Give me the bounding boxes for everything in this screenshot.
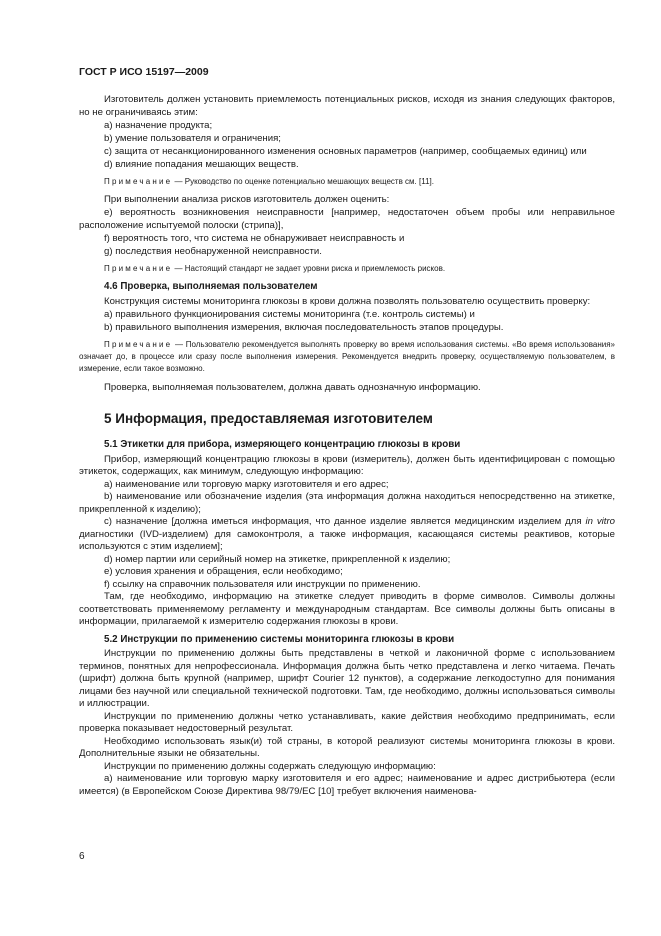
paragraph: При выполнении анализа рисков изготовитель должен оценить: bbox=[104, 194, 390, 205]
paragraph: Инструкции по применению должны четко устанавливать, какие действия необходимо предпринимать, если проверка показывает недостоверный результат. bbox=[79, 710, 615, 734]
list-item: e) вероятность возникновения неисправности [например, недостаточен объем пробы или неправильное расположение испытуемой полоски (стрипа)], bbox=[79, 207, 615, 231]
list-item: d) влияние попадания мешающих веществ. bbox=[104, 159, 299, 170]
item-emphasis: in vitro bbox=[585, 516, 615, 527]
section-5-body bbox=[79, 439, 615, 798]
paragraph: Там, где необходимо, информацию на этикетке следует приводить в форме символов. Символы должны соответствовать применяемому регламенту и международным стандартам. Все символы должны быть описаны в информации, прилагаемой к измерителю содержания глюкозы в крови. bbox=[79, 591, 615, 627]
paragraph: Прибор, измеряющий концентрацию глюкозы в крови (измеритель), должен быть идентифицирован с помощью этикеток, содержащих, как минимум, следующую информацию: bbox=[79, 453, 615, 477]
page-content bbox=[79, 93, 615, 798]
list-item: a) наименование или торговую марку изготовителя и его адрес; наименование и адрес дистрибьютера (если имеется) (в Европейском Союзе Директива 98/79/EC [10] требует включения наименова- bbox=[79, 773, 615, 797]
item-text: c) назначение [должна иметься информация, что данное изделие является медицинским изделием для bbox=[104, 516, 586, 527]
paragraph: Инструкции по применению должны содержать следующую информацию: bbox=[104, 760, 436, 772]
list-item: d) номер партии или серийный номер на этикетке, прикрепленной к изделию; bbox=[104, 553, 451, 565]
item-text: диагностики (IVD-изделием) для самоконтроля, а также информация, касающаяся системы реактивов, которые используются с этим изделием]; bbox=[79, 528, 615, 552]
note bbox=[79, 339, 615, 375]
note bbox=[79, 263, 615, 275]
chapter-heading: 5 Информация, предоставляемая изготовителем bbox=[104, 411, 433, 426]
paragraph: Изготовитель должен установить приемлемость потенциальных рисков, исходя из знания следующих факторов, но не ограничиваясь этим: bbox=[79, 94, 615, 118]
list-item: b) правильного выполнения измерения, включая последовательность этапов процедуры. bbox=[104, 322, 504, 333]
section-heading: 5.2 Инструкции по применению системы мониторинга глюкозы в крови bbox=[104, 633, 455, 645]
section-heading: 4.6 Проверка, выполняемая пользователем bbox=[104, 281, 318, 292]
paragraph: Необходимо использовать язык(и) той страны, в которой реализуют системы мониторинга глюкозы в крови. Дополнительные языки не обязательны. bbox=[79, 735, 615, 759]
page-number: 6 bbox=[79, 851, 85, 862]
list-item: a) правильного функционирования системы мониторинга (т.е. контроль системы) и bbox=[104, 309, 475, 320]
list-item: a) наименование или торговую марку изготовителя и его адрес; bbox=[104, 478, 389, 490]
paragraph: Инструкции по применению должны быть представлены в четкой и лаконичной форме с использованием терминов, понятных для непрофессионала. Информация должна быть четко представлена и легко читаема. Печать (шрифт) должна быть крупной (например, шрифт Courier 12 пунктов), а содержание легкодоступно для понимания лицами без научной или специальной технической подготовки. Там, где необходимо, должны использоваться символы и иллюстрации. bbox=[79, 648, 615, 709]
list-item: f) вероятность того, что система не обнаруживает неисправность и bbox=[104, 233, 405, 244]
list-item: e) условия хранения и обращения, если необходимо; bbox=[104, 566, 343, 577]
note-text: — Руководство по оценке потенциально мешающих веществ см. [11]. bbox=[172, 177, 434, 186]
document-header: ГОСТ Р ИСО 15197—2009 bbox=[79, 66, 209, 78]
list-item: b) наименование или обозначение изделия (эта информация должна находиться непосредственно на этикетке, прикрепленной к изделию); bbox=[79, 491, 615, 515]
paragraph: Проверка, выполняемая пользователем, должна давать однозначную информацию. bbox=[104, 382, 481, 393]
list-item: g) последствия необнаруженной неисправности. bbox=[104, 246, 322, 257]
note bbox=[79, 176, 615, 188]
list-item bbox=[79, 516, 615, 554]
list-item: f) ссылку на справочник пользователя или инструкции по применению. bbox=[104, 578, 421, 590]
note-label: Примечание bbox=[104, 340, 173, 349]
note-label: Примечание bbox=[104, 177, 173, 186]
list-item: a) назначение продукта; bbox=[104, 120, 213, 131]
paragraph: Конструкция системы мониторинга глюкозы в крови должна позволять пользователю осуществить проверку: bbox=[104, 296, 591, 307]
section-heading: 5.1 Этикетки для прибора, измеряющего концентрацию глюкозы в крови bbox=[104, 439, 461, 450]
note-text: — Пользователю рекомендуется выполнять проверку во время использования системы. «Во время использования» означает до, в процессе или сразу после выполнения измерения. Рекомендуется внедрить проверку, осуществляемую пользователем, в измерение, если такое возможно. bbox=[79, 340, 615, 373]
note-text: — Настоящий стандарт не задает уровни риска и приемлемость рисков. bbox=[172, 264, 446, 273]
list-item: c) защита от несанкционированного изменения основных параметров (например, сообщаемых единиц) или bbox=[104, 146, 587, 157]
list-item: b) умение пользователя и ограничения; bbox=[104, 133, 281, 144]
note-label: Примечание bbox=[104, 264, 173, 273]
